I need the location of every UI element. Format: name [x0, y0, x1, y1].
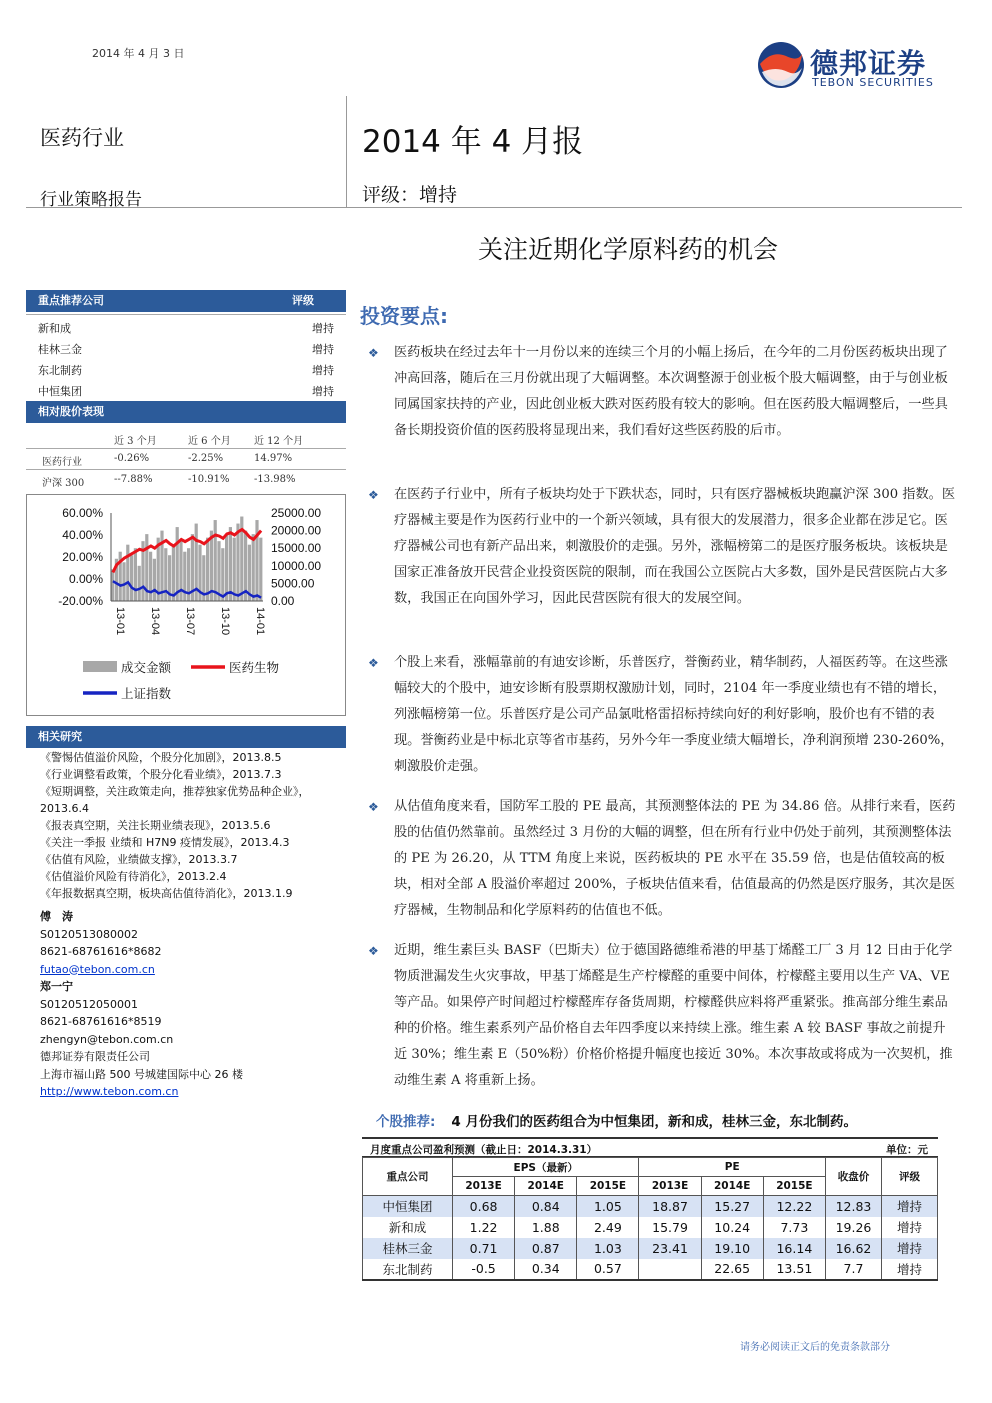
cell-rating: 增持 [882, 1217, 938, 1238]
cell-pe: 16.14 [763, 1238, 825, 1259]
cell-company: 中恒集团 [363, 1196, 453, 1217]
research-item[interactable]: 《短期调整，关注政策走向，推荐独家优势品种企业》，2013.6.4 [40, 785, 310, 815]
key-point-text: 个股上来看，涨幅靠前的有迪安诊断，乐普医疗，誉衡药业，精华制药，人福医药等。在这些涨幅较大的个股中，迪安诊断有股票期权激励计划，同时，2104 年一季度业绩也有不错的增长，列涨幅榜第一位。乐普医疗是公司产品氯吡格雷招标持续向好的利好影响，股价也有不错的表现。誉衡药业是中标北京等省市基药，另外今年一季度业绩大幅增长，净利润预增 230-260%，刺激股价走强。 [394, 655, 954, 774]
analyst-license: S0120512050001 [40, 997, 138, 1011]
perf-col: 近 12 个月 [254, 436, 304, 447]
company-website-link[interactable]: http://www.tebon.com.cn [40, 1085, 179, 1098]
cell-close: 19.26 [826, 1217, 882, 1238]
analyst-info [40, 908, 340, 1101]
stock-rec-label: 个股推荐: [376, 1114, 436, 1130]
perf-row [26, 449, 346, 470]
volume-bar [221, 548, 224, 601]
col-year: 2014E [701, 1177, 763, 1196]
research-item[interactable]: 《报表真空期，关注长期业绩表现》，2013.5.6 [40, 819, 271, 832]
legend-label: 医药生物 [229, 660, 280, 675]
rec-row [38, 320, 338, 340]
diamond-bullet-icon: ❖ [368, 656, 379, 670]
report-type: 行业策略报告 [40, 190, 142, 210]
cell-rating: 增持 [882, 1196, 938, 1217]
table-row [363, 1259, 938, 1280]
table-title: 月度重点公司盈利预测（截止日：2014.3.31） [370, 1144, 598, 1156]
cell-pe: 22.65 [701, 1259, 763, 1280]
price-chart-svg [27, 495, 345, 715]
rec-rating: 增持 [312, 364, 334, 377]
key-point [368, 340, 956, 444]
table-caption [362, 1137, 938, 1157]
x-axis-tick: 13-01 [114, 607, 126, 636]
table-row [363, 1217, 938, 1238]
rec-header-label: 重点推荐公司 [38, 294, 104, 307]
cell-company: 东北制药 [363, 1259, 453, 1280]
cell-eps: 0.57 [577, 1259, 639, 1280]
cell-pe: 15.79 [639, 1217, 701, 1238]
cell-close: 7.7 [826, 1259, 882, 1280]
research-item[interactable]: 《警惕估值溢价风险，个股分化加剧》，2013.8.5 [40, 751, 282, 764]
cell-eps: 0.34 [515, 1259, 577, 1280]
volume-bar [153, 559, 156, 601]
cell-eps: 1.05 [577, 1196, 639, 1217]
left-axis-tick: 60.00% [62, 506, 103, 520]
industry-rating: 评级：增持 [362, 184, 458, 206]
legend-label: 上证指数 [121, 686, 172, 701]
research-item[interactable]: 《估值有风险，业绩做支撑》，2013.3.7 [40, 853, 238, 866]
rec-row [38, 383, 338, 403]
forecast-grid [362, 1157, 938, 1281]
key-point-text: 从估值角度来看，国防军工股的 PE 最高，其预测整体法的 PE 为 34.86 倍。从排行来看，医药股的估值仍然靠前。虽然经过 3 月份的大幅的调整，但在所有行业中仍处于前列，其预测整体法的 PE 为 26.20，从 TTM 角度上来说，医药板块的 PE 水平在 35.59 倍，也是估值较高的板块，相对全部 A 股溢价率超过 200%，子板块估值来看，估值最高的仍然是医疗服务，其次是医疗器械，生物制品和化学原料药的估值也不低。 [394, 799, 956, 918]
perf-col: 近 6 个月 [188, 436, 231, 447]
brand-name-en: TEBON SECURITIES [812, 76, 934, 89]
cell-close: 12.83 [826, 1196, 882, 1217]
cell-eps: 1.22 [453, 1217, 515, 1238]
col-year: 2015E [577, 1177, 639, 1196]
rec-rating: 增持 [312, 322, 334, 335]
stock-recommendation [376, 1110, 857, 1130]
cell-eps: -0.5 [453, 1259, 515, 1280]
cell-eps: 0.71 [453, 1238, 515, 1259]
volume-bar [236, 524, 239, 601]
x-axis-tick: 13-07 [184, 607, 196, 636]
brand-name-cn: 德邦证券 [810, 47, 927, 80]
rec-rating: 增持 [312, 385, 334, 398]
cell-company: 桂林三金 [363, 1238, 453, 1259]
table-row [363, 1238, 938, 1259]
volume-bar [172, 545, 175, 601]
volume-bar [130, 555, 133, 601]
rec-company: 东北制药 [38, 364, 82, 377]
perf-value: -0.26% [114, 453, 150, 464]
perf-value: -2.25% [188, 453, 224, 464]
left-axis-tick: 40.00% [62, 528, 103, 542]
right-axis-tick: 0.00 [271, 594, 295, 608]
perf-header-row [26, 428, 346, 449]
cell-eps: 2.49 [577, 1217, 639, 1238]
perf-col: 近 3 个月 [114, 436, 157, 447]
perf-value: --7.88% [114, 474, 153, 485]
rec-company: 新和成 [38, 322, 71, 335]
table-unit: 单位：元 [886, 1144, 928, 1156]
col-year: 2015E [763, 1177, 825, 1196]
disclaimer-note: 请务必阅读正文后的免责条款部分 [740, 1342, 890, 1353]
cell-rating: 增持 [882, 1259, 938, 1280]
header-divider-vertical [346, 96, 347, 208]
rec-company: 中恒集团 [38, 385, 82, 398]
cell-eps: 0.87 [515, 1238, 577, 1259]
col-rating: 评级 [882, 1158, 938, 1196]
cell-pe: 12.22 [763, 1196, 825, 1217]
key-point-text: 近期，维生素巨头 BASF（巴斯夫）位于德国路德维希港的甲基丁烯醛工厂 3 月 12 日由于化学物质泄漏发生火灾事故，甲基丁烯醛是生产柠檬醛的重要中间体，柠檬醛主要用以生产 VA、VE 等产品。如果停产时间超过柠檬醛库存备货周期，柠檬醛供应料将严重紧张。推高部分维生素品种的价格。维生素系列产品价格自去年四季度以来持续上涨。维生素 A 较 BASF 事故之前提升近 30%；维生素 E（50%粉）价格价格提升幅度也接近 30%。本次事故或将成为一次契机，推动维生素 A 将重新上扬。 [394, 943, 953, 1088]
analyst-phone: 8621-68761616*8519 [40, 1015, 162, 1028]
x-axis-tick: 13-04 [149, 607, 161, 636]
key-point-text: 在医药子行业中，所有子板块均处于下跌状态，同时，只有医疗器械板块跑赢沪深 300 指数。医疗器械主要是作为医药行业中的一个新兴领域，具有很大的发展潜力，很多企业都在涉足它。医疗器械公司也有新产品出来，刺激股价的走强。另外，涨幅榜第二的是医疗服务板块。该板块是国家正准备放开民营企业投资医院的限制，而在我国公立医院占大多数，国外是民营医院占大多数，我国正在向国外学习，因此民营医院有很大的发展空间。 [394, 487, 956, 606]
col-year: 2014E [515, 1177, 577, 1196]
research-item[interactable]: 《年报数据真空期，板块高估值待消化》，2013.1.9 [40, 887, 293, 900]
perf-name: 医药行业 [42, 457, 82, 468]
research-item[interactable]: 《估值溢价风险有待消化》，2013.2.4 [40, 870, 227, 883]
cell-eps: 0.68 [453, 1196, 515, 1217]
cell-eps: 0.84 [515, 1196, 577, 1217]
analyst-name: 郑一宁 [40, 980, 73, 993]
perf-value: -10.91% [188, 474, 230, 485]
key-point [368, 794, 956, 924]
cell-pe: 18.87 [639, 1196, 701, 1217]
right-axis-tick: 20000.00 [271, 523, 322, 538]
volume-bar [259, 538, 262, 601]
left-axis-tick: 20.00% [62, 550, 103, 564]
rec-header-rating: 评级 [292, 294, 314, 307]
volume-bar [176, 527, 179, 601]
cell-pe [639, 1259, 701, 1280]
report-title: 2014 年 4 月报 [362, 124, 584, 160]
diamond-bullet-icon: ❖ [368, 800, 379, 814]
diamond-bullet-icon: ❖ [368, 944, 379, 958]
report-date: 2014 年 4 月 3 日 [92, 47, 185, 60]
col-pe: PE [639, 1158, 826, 1177]
key-points-title: 投资要点: [360, 304, 448, 328]
legend-label: 成交金额 [121, 660, 172, 675]
cell-pe: 7.73 [763, 1217, 825, 1238]
left-axis-tick: 0.00% [68, 572, 103, 586]
earnings-forecast-table [362, 1137, 938, 1281]
right-axis-tick: 25000.00 [271, 506, 322, 520]
analyst-license: S0120513080002 [40, 927, 138, 941]
research-item[interactable]: 《行业调整看政策，个股分化看业绩》，2013.7.3 [40, 768, 282, 781]
right-axis-tick: 10000.00 [271, 558, 322, 573]
col-year: 2013E [639, 1177, 701, 1196]
rec-row [38, 341, 338, 361]
col-year: 2013E [453, 1177, 515, 1196]
industry-label: 医药行业 [40, 126, 124, 150]
cell-eps: 1.03 [577, 1238, 639, 1259]
cell-pe: 13.51 [763, 1259, 825, 1280]
volume-bar [217, 541, 220, 601]
research-item[interactable]: 《关注一季报 业绩和 H7N9 疫情发展》，2013.4.3 [40, 836, 290, 849]
diamond-bullet-icon: ❖ [368, 346, 379, 360]
key-point-text: 医药板块在经过去年十一月份以来的连续三个月的小幅上扬后，在今年的二月份医药板块出现了冲高回落，随后在三月份就出现了大幅调整。本次调整源于创业板个股大幅调整，由于与创业板同属国家扶持的产业，因此创业板大跌对医药股有较大的影响。但在医药股大幅调整后，一些具备长期投资价值的医药股将显现出来，我们看好这些医药股的后市。 [394, 345, 948, 438]
col-company: 重点公司 [363, 1158, 453, 1196]
cell-pe: 10.24 [701, 1217, 763, 1238]
rec-header [26, 290, 346, 312]
stock-rec-text: 4 月份我们的医药组合为中恒集团，新和成，桂林三金，东北制药。 [451, 1114, 857, 1130]
company-name: 德邦证券有限责任公司 [40, 1050, 150, 1063]
rec-row [38, 362, 338, 382]
diamond-bullet-icon: ❖ [368, 488, 379, 502]
key-point [368, 938, 956, 1094]
report-headline: 关注近期化学原料药的机会 [478, 235, 779, 264]
volume-bar [233, 538, 236, 601]
analyst-email[interactable]: zhengyn@tebon.com.cn [40, 1032, 174, 1046]
volume-bar [214, 520, 217, 601]
key-point [368, 650, 956, 780]
volume-bar [138, 566, 141, 601]
rec-rating: 增持 [312, 343, 334, 356]
cell-pe: 23.41 [639, 1238, 701, 1259]
rec-divider [26, 314, 346, 315]
research-list [40, 749, 340, 902]
left-axis-tick: -20.00% [58, 594, 103, 608]
cell-company: 新和成 [363, 1217, 453, 1238]
volume-bar [126, 545, 129, 601]
cell-close: 16.62 [826, 1238, 882, 1259]
cell-rating: 增持 [882, 1238, 938, 1259]
research-header: 相关研究 [26, 726, 346, 748]
table-row [363, 1196, 938, 1217]
price-chart [26, 494, 346, 716]
brand-logo [756, 40, 956, 92]
x-axis-tick: 14-01 [254, 607, 266, 636]
perf-row [26, 470, 346, 491]
volume-bar [229, 527, 232, 601]
perf-header: 相对股价表现 [26, 401, 346, 423]
rec-company: 桂林三金 [38, 343, 82, 356]
volume-bar [225, 534, 228, 601]
header-divider-horizontal [26, 207, 962, 208]
volume-bar [252, 534, 255, 601]
cell-pe: 15.27 [701, 1196, 763, 1217]
perf-name: 沪深 300 [42, 478, 85, 489]
col-close: 收盘价 [826, 1158, 882, 1196]
volume-bar [134, 548, 137, 601]
analyst-phone: 8621-68761616*8682 [40, 945, 162, 958]
perf-value: 14.97% [254, 453, 293, 464]
analyst-email[interactable]: futao@tebon.com.cn [40, 962, 155, 976]
perf-value: -13.98% [254, 474, 296, 485]
cell-pe: 19.10 [701, 1238, 763, 1259]
tebon-logo-icon [756, 40, 806, 90]
key-point [368, 482, 956, 612]
volume-bar [149, 552, 152, 601]
col-eps: EPS（最新） [453, 1158, 639, 1177]
analyst-name: 傅 涛 [40, 910, 73, 923]
perf-table [26, 428, 346, 491]
legend-swatch [83, 661, 117, 672]
company-address: 上海市福山路 500 号城建国际中心 26 楼 [40, 1067, 243, 1081]
right-axis-tick: 5000.00 [271, 576, 315, 591]
x-axis-tick: 13-10 [219, 607, 231, 636]
volume-bar [122, 562, 125, 601]
right-axis-tick: 15000.00 [271, 541, 322, 556]
cell-eps: 1.88 [515, 1217, 577, 1238]
